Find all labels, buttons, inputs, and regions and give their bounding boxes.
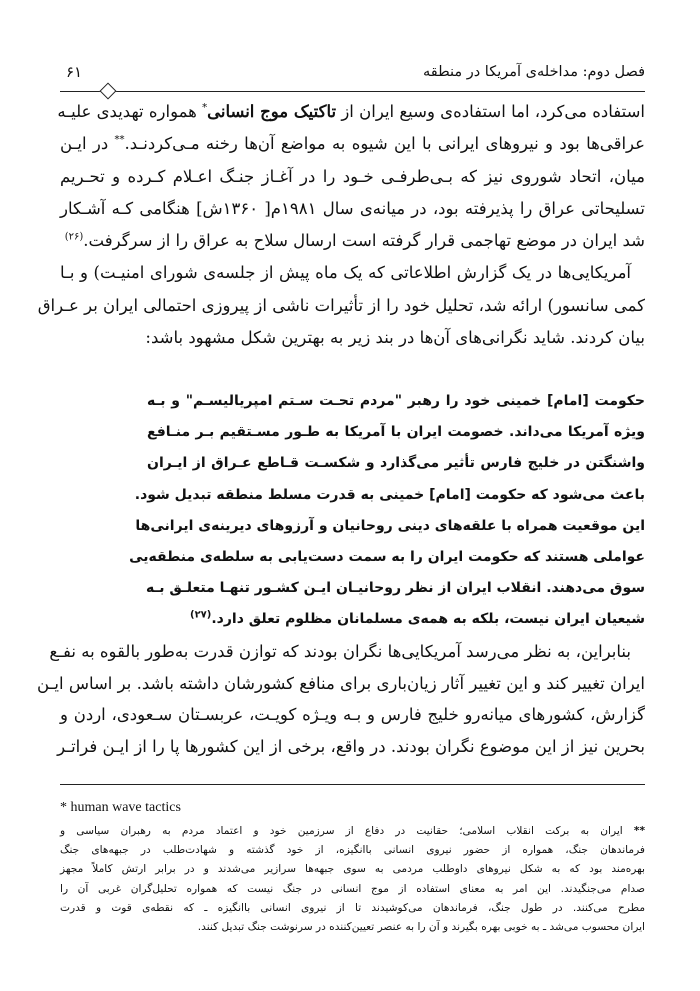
text-line: عراقی‌ها بود و نیروهای ایرانی با این شیوه به مواضع آن‌ها رخنه مـی‌کردنـد.** در ایـن <box>60 134 645 154</box>
footnote-rule <box>60 784 645 785</box>
quote-line: حکومت [امام] خمینی خود را رهبر "مردم تحـت سـتم امپریالیسـم" و بـه <box>147 393 645 409</box>
footnote-1 <box>60 798 645 818</box>
text-line: استفاده می‌کرد، اما استفاده‌ی وسیع ایران از تاکتیک موج انسانی* همواره تهدیدی علیـه <box>57 102 645 121</box>
body-text <box>37 96 645 354</box>
text-line: گزارش، کشورهای میانه‌رو خلیج فارس و بـه ویـژه کویـت، عربسـتان سـعودی، اردن و <box>60 705 645 724</box>
paragraph-2 <box>37 257 645 354</box>
page-number: ۶۱ <box>66 63 83 81</box>
header-rule <box>60 91 645 92</box>
citation-marker: (۲۶) <box>64 231 84 243</box>
text-line: کمی سانسور) ارائه شد، تحلیل خود را از تأثیرات ناشی از پیروزی احتمالی ایران بر عـراق <box>37 295 645 315</box>
quote-line: واشنگتن در خلیج فارس تأثیر می‌گذارد و شکسـت قـاطع عـراق از ایـران <box>147 455 645 472</box>
footnote-line: فرماندهان جنگ، همواره از حضور نیروی انسانی باانگیزه، از خود گذشته و شهادت‌طلب در جبهه‌های جنگ <box>60 844 645 857</box>
quote-line: این موقعیت همراه با علقه‌های دینی روحانیان و آرزوهای دیرینه‌ی ایرانی‌ها <box>135 517 645 534</box>
paragraph-3 <box>37 636 645 762</box>
footnote-line: ** ایران به برکت انقلاب اسلامی؛ حقانیت در دفاع از سرزمین خود و اعتماد مردم به رهبران سیاسی و <box>60 825 645 837</box>
citation-marker: (۲۷) <box>189 609 212 621</box>
footnote-line: مطرح می‌کنند. در طول جنگ، فرماندهان می‌کوشیدند تا از نیروی انسانی باانگیزه ـ که نقطه‌ی قوت و قدرت <box>60 901 645 914</box>
text-line: ایران تغییر کند و این تغییر آثار زیان‌باری برای منافع کشورشان داشته باشد. بر اساس ایـن <box>37 673 645 693</box>
footnote-marker: * <box>202 102 208 114</box>
text-line: بحرین نیز از این موضوع نگران بودند. در واقع، برخی از این کشورها پا را از ایـن فراتـر <box>57 736 645 756</box>
quote-line: ویژه آمریکا می‌داند. خصومت ایران با آمریکا به طـور مسـتقیم بـر منـافع <box>147 424 645 441</box>
footnote-line: ایران محسوب می‌شد ـ به خوبی بهره بگیرند و آن را به عنصر تعیین‌کننده در سرنوشت جنگ تبدیل کنند. <box>197 921 645 934</box>
footnotes <box>60 798 645 937</box>
paragraph-1 <box>57 96 645 257</box>
quote-line: سوق می‌دهند. انقلاب ایران از نظر روحانیـان ایـن کشـور تنهـا متعلـق بـه <box>145 580 645 597</box>
text-line: بنابراین، به نظر می‌رسد آمریکایی‌ها نگران بودند که توازن قدرت به‌طور بالقوه به نفـع <box>49 642 631 661</box>
quote-line: شیعیان ایران نیست، بلکه به همه‌ی مسلمانان مظلوم تعلق دارد.$^{(۲۷)}$ <box>189 609 645 628</box>
text-line: تسلیحاتی عراق را پذیرفته بود، در میانه‌ی سال ۱۹۸۱م[ ۱۳۶۰ش] هنگامی کـه آشـکار <box>60 198 645 218</box>
text-line: شد ایران در موضع تهاجمی قرار گرفته است ارسال سلاح به عراق را از سرگرفت.$^{(۲۶)}$ <box>64 231 645 251</box>
footnote-2 <box>60 822 645 937</box>
book-page <box>37 0 645 991</box>
chapter-title: فصل دوم: مداخله‌ی آمریکا در منطقه <box>422 64 645 80</box>
footnote-text: human wave tactics <box>70 800 181 815</box>
text-line: بیان کردند. شاید نگرانی‌های آن‌ها در بند زیر به بهترین شکل مشهود باشد: <box>145 328 645 348</box>
quote-line: عواملی هستند که حکومت ایران را به سمت دست‌یابی به سلطه‌ی منطقه‌یی <box>129 549 645 566</box>
running-header <box>60 62 645 84</box>
footnote-line: صدام می‌جنگیدند. این امر به معنای استفاده از موج انسانی در جنگ نیست که همواره تحلیل‌گران غربی آن را <box>60 882 645 895</box>
footnote-marker: ** <box>633 825 645 837</box>
footnote-marker: * <box>60 800 67 815</box>
text-line: میان، اتحاد شوروی نیز که بـی‌طرفـی خـود را در آغـاز جنـگ اعـلام کـرده و تحـریم <box>60 166 645 186</box>
block-quote <box>129 386 645 636</box>
quote-line: باعث می‌شود که حکومت [امام] خمینی به قدرت مسلط منطقه تبدیل شود. <box>134 486 645 503</box>
text-line: آمریکایی‌ها در یک گزارش اطلاعاتی که یک ماه پیش از جلسه‌ی شورای امنیـت) و بـا <box>60 263 631 283</box>
footnote-marker: ** <box>114 134 125 146</box>
bold-term: تاکتیک موج انسانی <box>207 102 337 121</box>
footnote-line: بهره‌مند بود که به شکل نیروهای داوطلب مردمی به سوی جبهه‌ها سرازیر می‌شدند و در برابر ارتش کاملاً مجهز <box>60 863 645 876</box>
